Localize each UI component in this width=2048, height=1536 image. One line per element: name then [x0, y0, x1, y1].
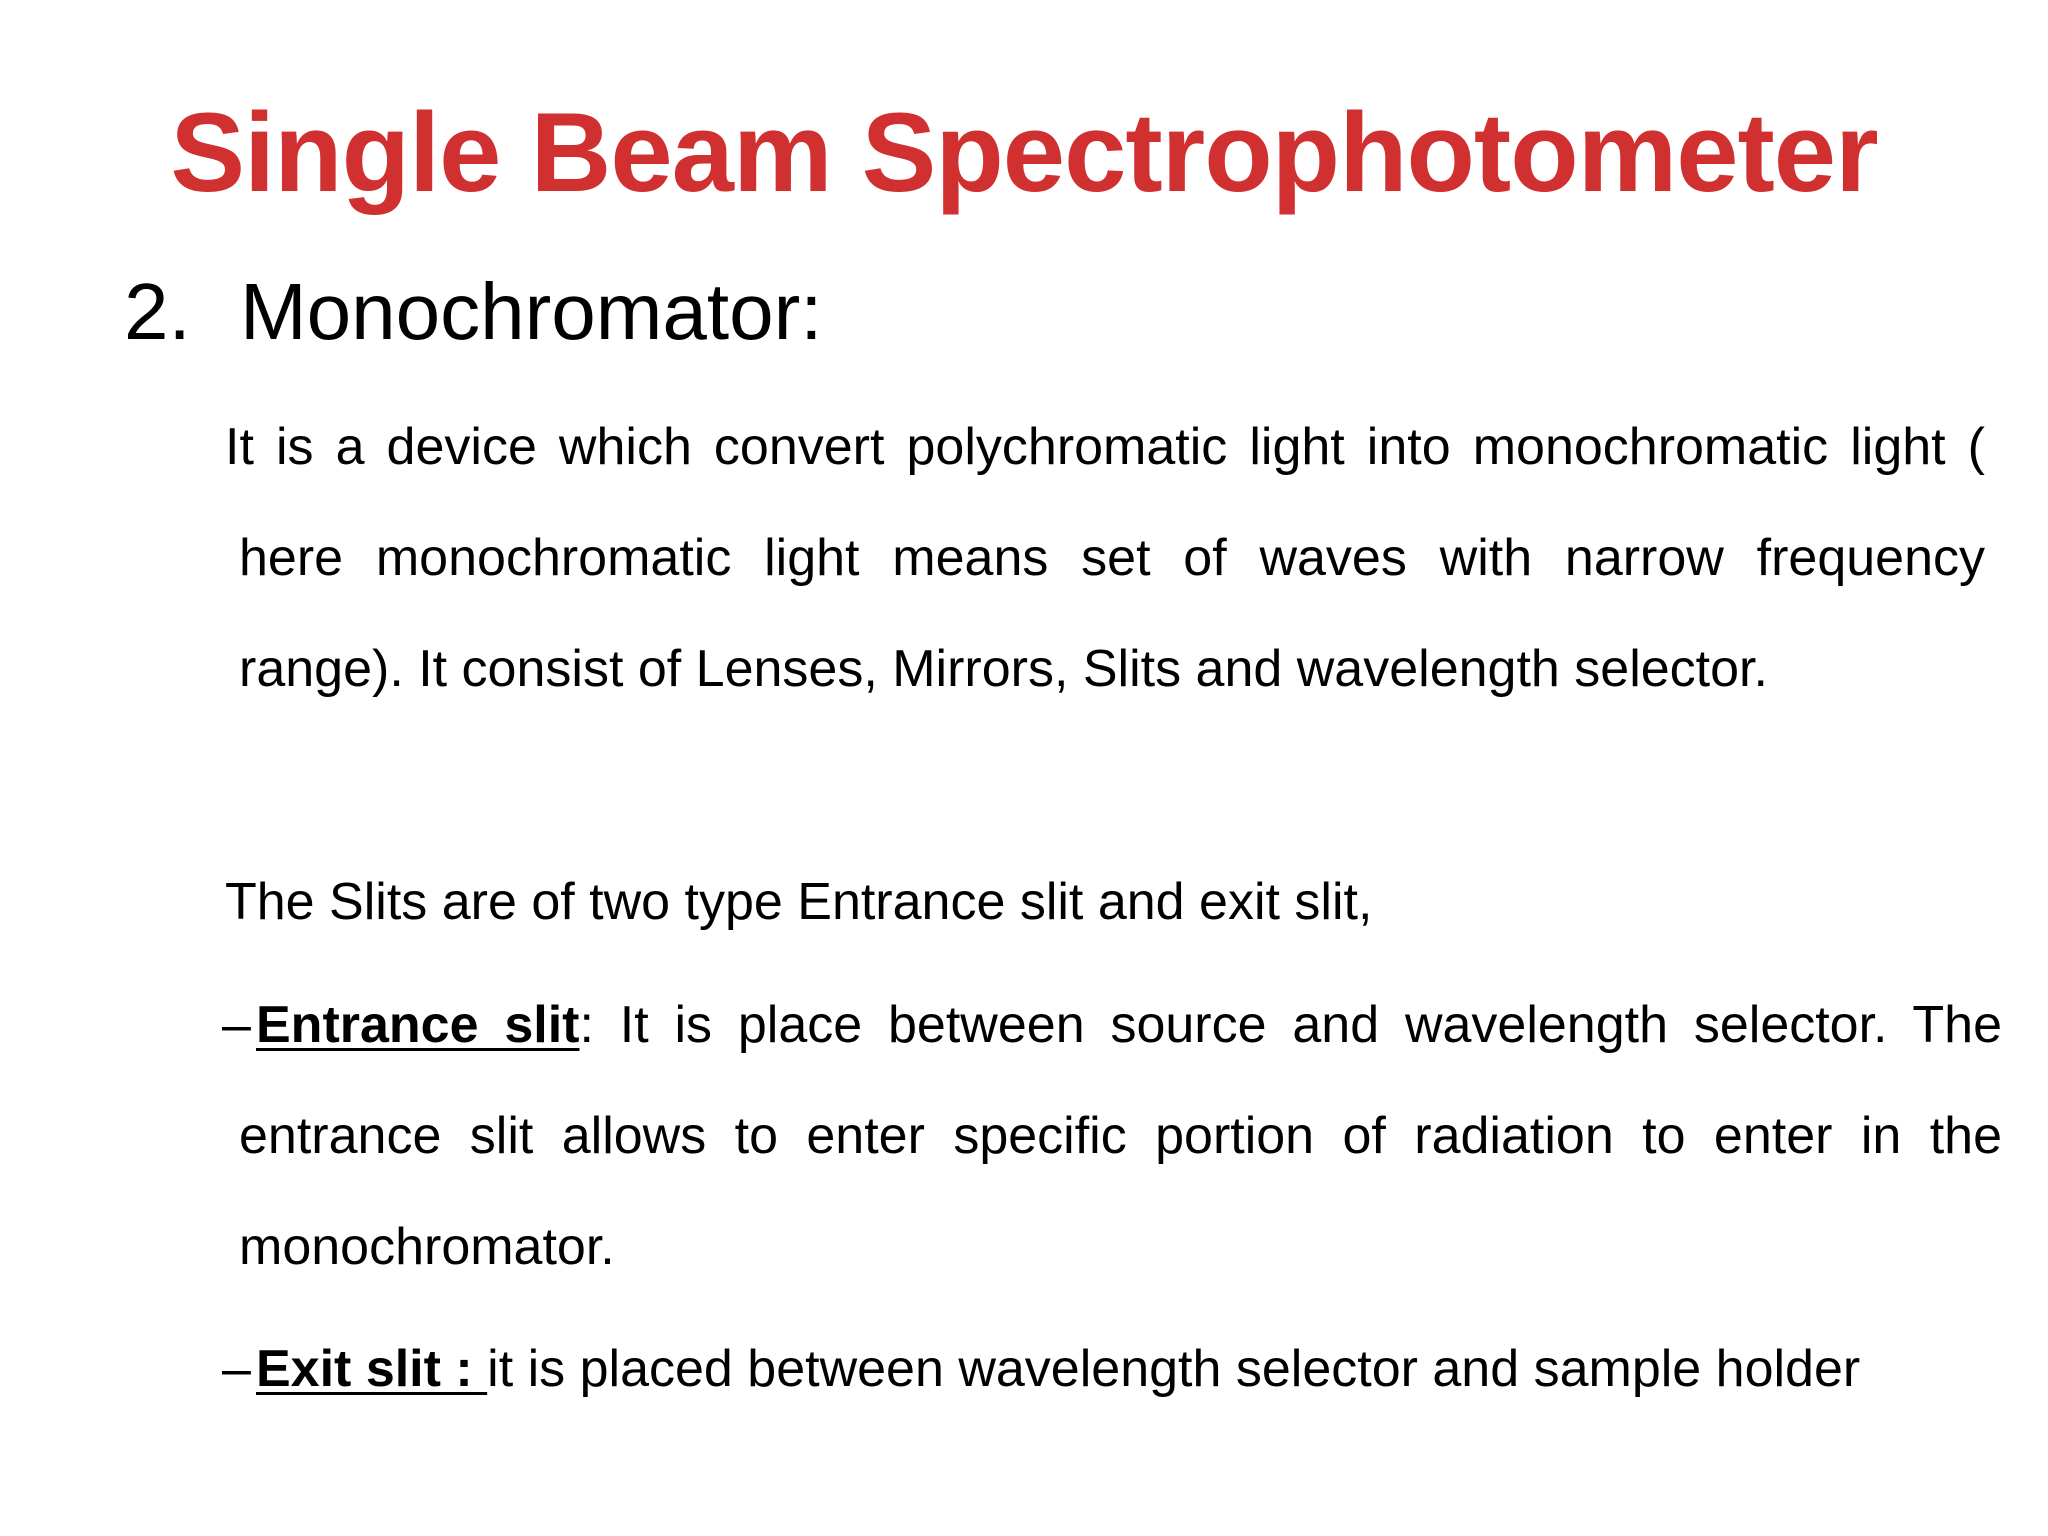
entrance-slit-term: Entrance slit	[256, 996, 580, 1054]
slits-intro-paragraph: The Slits are of two type Entrance slit and exit slit,	[225, 873, 1373, 931]
entrance-slit-text: : It is place between source and wavelength selector. The entrance slit allows to enter specific portion of radiation to enter in the monochromator.	[239, 996, 2002, 1276]
exit-slit-text: it is placed between wavelength selector and sample holder	[487, 1340, 1861, 1398]
slide-title: Single Beam Spectrophotometer	[170, 90, 1878, 215]
exit-slit-bullet	[222, 1314, 2002, 1425]
section-heading	[124, 262, 822, 362]
bullet-dash: –	[222, 996, 251, 1054]
description-paragraph: It is a device which convert polychromatic light into monochromatic light ( here monochromatic light means set of waves with narrow frequency range). It consist of Lenses, Mirrors, Slits and wavelength selector.	[225, 418, 1985, 698]
heading-text: Monochromator:	[240, 267, 823, 356]
bullet-dash: –	[222, 1340, 251, 1398]
exit-slit-term: Exit slit :	[256, 1340, 488, 1398]
entrance-slit-bullet	[222, 970, 2002, 1303]
heading-number: 2.	[124, 267, 191, 356]
